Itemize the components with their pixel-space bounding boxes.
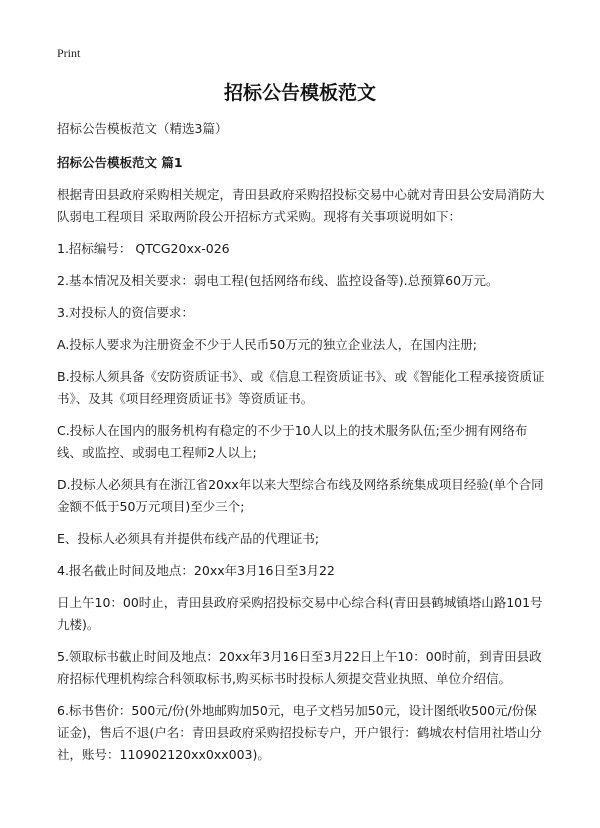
paragraph-tender-number: 1.招标编号： QTCG20xx-026 — [57, 241, 230, 256]
paragraph-qualification-heading: 3.对投标人的资信要求： — [57, 305, 194, 320]
page-title: 招标公告模板范文 — [223, 82, 376, 104]
paragraph-qualification-b: B.投标人须具备《安防资质证书》、或《信息工程资质证书》、或《智能化工程承接资质证书》、及其《项目经理资质证书》等资质证书。 — [57, 369, 545, 406]
document-subtitle: 招标公告模板范文（精选3篇） — [57, 121, 228, 136]
paragraph-document-pickup: 5.领取标书截止时间及地点：20xx年3月16日至3月22日上午10：00时前，到青田县政府招标代理机构综合科领取标书,购买标书时投标人须提交营业执照、单位介绍信。 — [57, 649, 542, 686]
section-heading: 招标公告模板范文 篇1 — [57, 155, 183, 170]
paragraph-qualification-c: C.投标人在国内的服务机构有稳定的不少于10人以上的技术服务队伍;至少拥有网络布线、或监控、或弱电工程师2人以上; — [57, 423, 528, 460]
paragraph-registration-location: 日上午10：00时止，青田县政府采购招投标交易中心综合科(青田县鹤城镇塔山路101号九楼)。 — [57, 595, 543, 632]
paragraph-qualification-e: E、投标人必须具有并提供布线产品的代理证书; — [57, 531, 320, 546]
paragraph-qualification-a: A.投标人要求为注册资金不少于人民币50万元的独立企业法人，在国内注册; — [57, 337, 477, 352]
paragraph-qualification-d: D.投标人必须具有在浙江省20xx年以来大型综合布线及网络系统集成项目经验(单个合同金额不低于50万元项目)至少三个; — [57, 477, 544, 514]
paragraph-document-price: 6.标书售价：500元/份(外地邮购加50元，电子文档另加50元，设计图纸收500元/份保证金)，售后不退(户名：青田县政府采购招投标专户，开户银行：鹤城农村信用社塔山分社，账号：110902120xx0xx003)。 — [57, 703, 542, 762]
paragraph-basic-info: 2.基本情况及相关要求：弱电工程(包括网络布线、监控设备等).总预算60万元。 — [57, 273, 499, 288]
paragraph-registration-deadline: 4.报名截止时间及地点：20xx年3月16日至3月22 — [57, 563, 335, 578]
paragraph-intro: 根据青田县政府采购相关规定，青田县政府采购招投标交易中心就对青田县公安局消防大队弱电工程项目 采取两阶段公开招标方式采购。现将有关事项说明如下： — [57, 187, 545, 224]
print-label: Print — [57, 46, 81, 60]
document-body — [57, 118, 547, 776]
